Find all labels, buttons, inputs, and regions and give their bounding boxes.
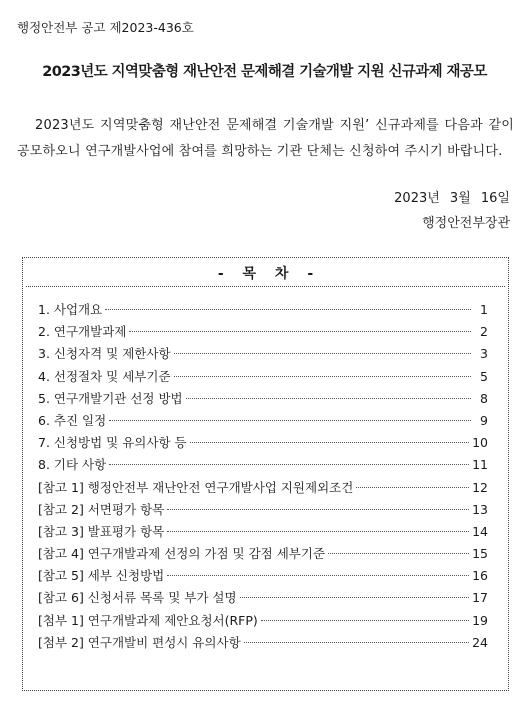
toc-item[interactable]	[38, 344, 488, 366]
toc-item[interactable]	[38, 588, 488, 610]
toc-item-page: 3	[480, 346, 488, 362]
toc-item-label: 3. 신청자격 및 제한사항	[38, 346, 171, 362]
toc-leader-dots	[261, 620, 469, 621]
toc-item-page: 15	[472, 546, 488, 562]
toc-item[interactable]	[38, 478, 488, 500]
toc-item[interactable]	[38, 544, 488, 566]
toc-item[interactable]	[38, 633, 488, 655]
toc-leader-dots	[186, 398, 471, 399]
toc-item-label: 4. 선정절차 및 세부기준	[38, 368, 171, 384]
toc-leader-dots	[244, 642, 469, 643]
toc-item-page: 19	[472, 612, 488, 628]
toc-leader-dots	[174, 376, 471, 377]
toc-item-label: 6. 추진 일정	[38, 412, 107, 428]
toc-item-page: 12	[472, 479, 488, 495]
toc-item-page: 1	[480, 302, 488, 317]
toc-item[interactable]	[38, 322, 488, 344]
toc-item-label: [참고 6] 신청서류 목록 및 부가 설명	[38, 590, 237, 606]
toc-item-page: 24	[472, 634, 488, 650]
toc-item-label: [참고 3] 발표평가 항목	[38, 523, 165, 539]
toc-item-page: 16	[472, 568, 488, 584]
toc-item[interactable]	[38, 522, 488, 544]
toc-list	[38, 300, 488, 655]
toc-item[interactable]	[38, 389, 488, 411]
document-title: 2023년도 지역맞춤형 재난안전 문제해결 기술개발 지원 신규과제 재공모	[42, 64, 487, 80]
toc-leader-dots	[240, 597, 470, 598]
toc-item-label: [참고 1] 행정안전부 재난안전 연구개발사업 지원제외조건	[38, 479, 354, 495]
toc-leader-dots	[167, 509, 469, 510]
toc-leader-dots	[167, 531, 469, 532]
toc-leader-dots	[190, 442, 470, 443]
toc-item-page: 9	[480, 412, 488, 428]
toc-item-page: 5	[480, 368, 488, 384]
toc-item-label: 7. 신청방법 및 유의사항 등	[38, 435, 187, 451]
toc-item-page: 17	[472, 590, 488, 606]
toc-item-label: 1. 사업개요	[38, 302, 103, 317]
toc-leader-dots	[167, 575, 469, 576]
toc-item-page: 8	[480, 390, 488, 406]
toc-item[interactable]	[38, 566, 488, 588]
toc-leader-dots	[109, 420, 471, 421]
toc-divider	[26, 286, 505, 287]
toc-item-label: [참고 4] 연구개발과제 선정의 가점 및 감점 세부기준	[38, 546, 326, 562]
toc-item-page: 13	[472, 501, 488, 517]
announcement-date: 2023년 3월 16일	[394, 191, 510, 206]
toc-item[interactable]	[38, 411, 488, 433]
toc-item[interactable]	[38, 367, 488, 389]
toc-item-label: [참고 2] 서면평가 항목	[38, 501, 165, 517]
toc-item[interactable]	[38, 300, 488, 322]
toc-item[interactable]	[38, 433, 488, 455]
toc-leader-dots	[356, 487, 469, 488]
toc-item[interactable]	[38, 500, 488, 522]
toc-heading: - 목 차 -	[217, 266, 314, 282]
notice-number: 행정안전부 공고 제2023-436호	[17, 20, 194, 35]
intro-paragraph: 2023년도 지역맞춤형 재난안전 문제해결 기술개발 지원’ 신규과제를 다음과 같이 공모하오니 연구개발사업에 참여를 희망하는 기관 단체는 신청하여 주시기 바랍니다.	[17, 118, 514, 159]
table-of-contents	[22, 257, 509, 691]
toc-item-page: 10	[472, 435, 488, 451]
toc-leader-dots	[105, 309, 471, 310]
toc-leader-dots	[129, 331, 471, 332]
toc-item-label: 2. 연구개발과제	[38, 324, 127, 340]
toc-item[interactable]	[38, 611, 488, 633]
toc-item-label: [첨부 1] 연구개발과제 제안요청서(RFP)	[38, 612, 258, 628]
toc-item-label: 5. 연구개발기관 선정 방법	[38, 390, 183, 406]
toc-item[interactable]	[38, 455, 488, 477]
toc-item-page: 14	[472, 523, 488, 539]
toc-item-label: 8. 기타 사항	[38, 457, 107, 473]
toc-leader-dots	[328, 553, 469, 554]
toc-item-label: [참고 5] 세부 신청방법	[38, 568, 165, 584]
issuer-name: 행정안전부장관	[422, 216, 510, 231]
toc-item-label: [첨부 2] 연구개발비 편성시 유의사항	[38, 634, 241, 650]
toc-item-page: 2	[480, 324, 488, 340]
toc-leader-dots	[174, 353, 471, 354]
toc-leader-dots	[109, 464, 469, 465]
toc-item-page: 11	[472, 457, 488, 473]
